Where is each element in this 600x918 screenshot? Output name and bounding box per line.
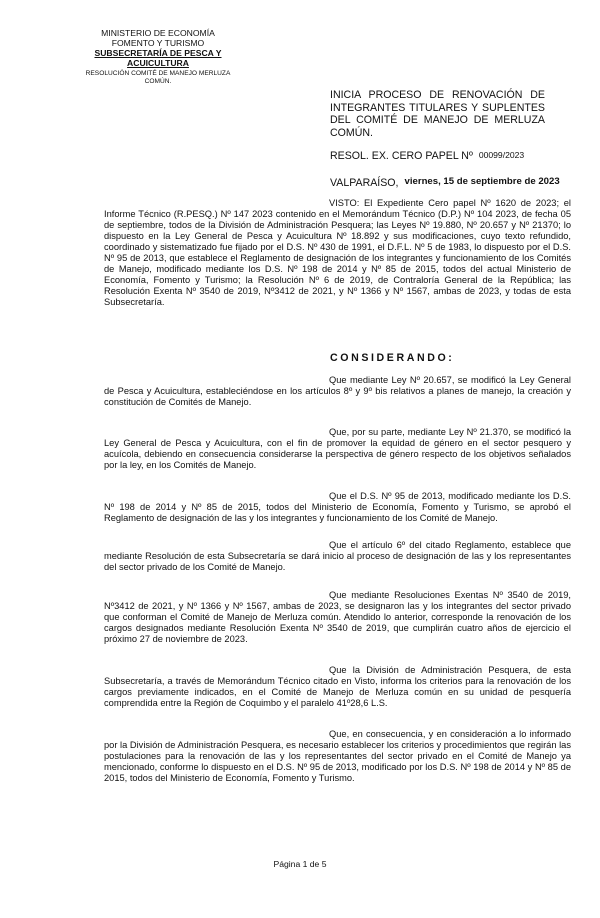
considerando-paragraph-4: Que el artículo 6º del citado Reglamento, establece que mediante Resolución de esta Subsecretaría se dará inicio al proceso de designación de las y los representantes del sector privado de los Comité de Manejo. <box>104 540 571 572</box>
considerando-paragraph-7: Que, en consecuencia, y en consideración a lo informado por la División de Administración Pesquera, es necesario establecer los criterios y procedimientos que regirán las postulaciones para la renovación de las y los representantes del sector privado en el Comité de Manejo ya mencionado, conforme lo dispuesto en el D.S. Nº 95 de 2013, modificado por los D.S. Nº 198 de 2014 y Nº 85 de 2015, todos del Ministerio de Economía, Fomento y Turismo. <box>104 729 571 783</box>
considerando-paragraph-5: Que mediante Resoluciones Exentas Nº 3540 de 2019, Nº3412 de 2021, y Nº 1366 y Nº 1567, ambas de 2023, se designaron las y los integrantes del sector privado que conforman el Comité de Manejo de Merluza común. Atendido lo anterior, corresponde la renovación de los cargos designados mediante Resolución Exenta Nº 3540 de 2019, que cumplirán cuatro años de ejercicio el próximo 27 de noviembre de 2023. <box>104 590 571 644</box>
considerando-heading: CONSIDERANDO: <box>330 352 455 364</box>
resolution-date: viernes, 15 de septiembre de 2023 <box>404 176 560 187</box>
place-date-line <box>330 176 560 189</box>
resolution-type-line: RESOLUCIÓN COMITÉ DE MANEJO MERLUZA <box>85 70 231 77</box>
considerando-paragraph-2: Que, por su parte, mediante Ley Nº 21.370, se modificó la Ley General de Pesca y Acuicultura, con el fin de promover la equidad de género en el sector pesquero y acuícola, debiendo en consecuencia considerarse la perspectiva de género respecto de los objetivos señalados por la ley, en los Comités de Manejo. <box>104 427 571 470</box>
resolution-number: 00099/2023 <box>478 150 525 160</box>
resolution-type-line-2: COMÚN. <box>144 78 172 85</box>
city: VALPARAÍSO, <box>330 177 399 189</box>
resolution-subject: INICIA PROCESO DE RENOVACIÓN DE INTEGRANTES TITULARES Y SUPLENTES DEL COMITÉ DE MANEJO DE MERLUZA COMÚN. <box>330 89 545 139</box>
subsecretary-line-2: ACUICULTURA <box>127 58 189 68</box>
visto-lead: VISTO: <box>329 198 360 208</box>
resolution-number-line <box>330 150 524 162</box>
visto-text: El Expediente Cero papel Nº 1620 de 2023; el Informe Técnico (R.PESQ.) Nº 147 2023 contenido en el Memorándum Técnico (D.P.) Nº 104 2023, de fecha 05 de septiembre, todos de la División de Administración Pesquera; las Leyes Nº 19.880, Nº 20.657 y Nº 21370; lo dispuesto en la Ley General de Pesca y Acuicultura Nº 18.892 y sus modificaciones, cuyo texto refundido, coordinado y sistematizado fue fijado por el D.S. Nº 430 de 1991, el D.F.L. Nº 5 de 1983, lo dispuesto por el D.S. Nº 95 de 2013, que establece el Reglamento de designación de los integrantes y funcionamiento de los Comités de Manejo, modificado mediante los D.S. Nº 198 de 2014 y Nº 85 de 2015, todos del actual Ministerio de Economía, Fomento y Turismo; la Resolución Nº 6 de 2019, de Contraloría General de la República; las Resolución Exenta Nº 3540 de 2019, Nº3412 de 2021, y Nº 1366 y Nº 1567, ambas de 2023, y todas de esta Subsecretaría. <box>104 198 571 307</box>
ministry-line-2: FOMENTO Y TURISMO <box>111 38 205 48</box>
issuer-header <box>68 28 248 86</box>
ministry-line: MINISTERIO DE ECONOMÍA <box>101 28 215 38</box>
resolution-label: RESOL. EX. CERO PAPEL Nº <box>330 150 473 162</box>
considerando-paragraph-3: Que el D.S. Nº 95 de 2013, modificado mediante los D.S. Nº 198 de 2014 y Nº 85 de 2015, todos del Ministerio de Economía, Fomento y Turismo, se aprobó el Reglamento de designación de las y los integrantes y funcionamiento de los Comité de Manejo. <box>104 491 571 523</box>
page-number: Página 1 de 5 <box>273 859 327 869</box>
subsecretary-line: SUBSECRETARÍA DE PESCA Y <box>94 48 222 58</box>
visto-paragraph <box>104 198 571 308</box>
considerando-paragraph-6: Que la División de Administración Pesquera, de esta Subsecretaría, a través de Memorándum Técnico citado en Visto, informa los criterios para la renovación de los cargos previamente indicados, en el Comité de Manejo de Merluza común en su unidad de pesquería comprendida entre la Región de Coquimbo y el paralelo 41º28,6 L.S. <box>104 665 571 708</box>
considerando-paragraph-1: Que mediante Ley Nº 20.657, se modificó la Ley General de Pesca y Acuicultura, estableciéndose en los artículos 8º y 9º bis relativos a planes de manejo, la creación y constitución de Comités de Manejo. <box>104 375 571 407</box>
